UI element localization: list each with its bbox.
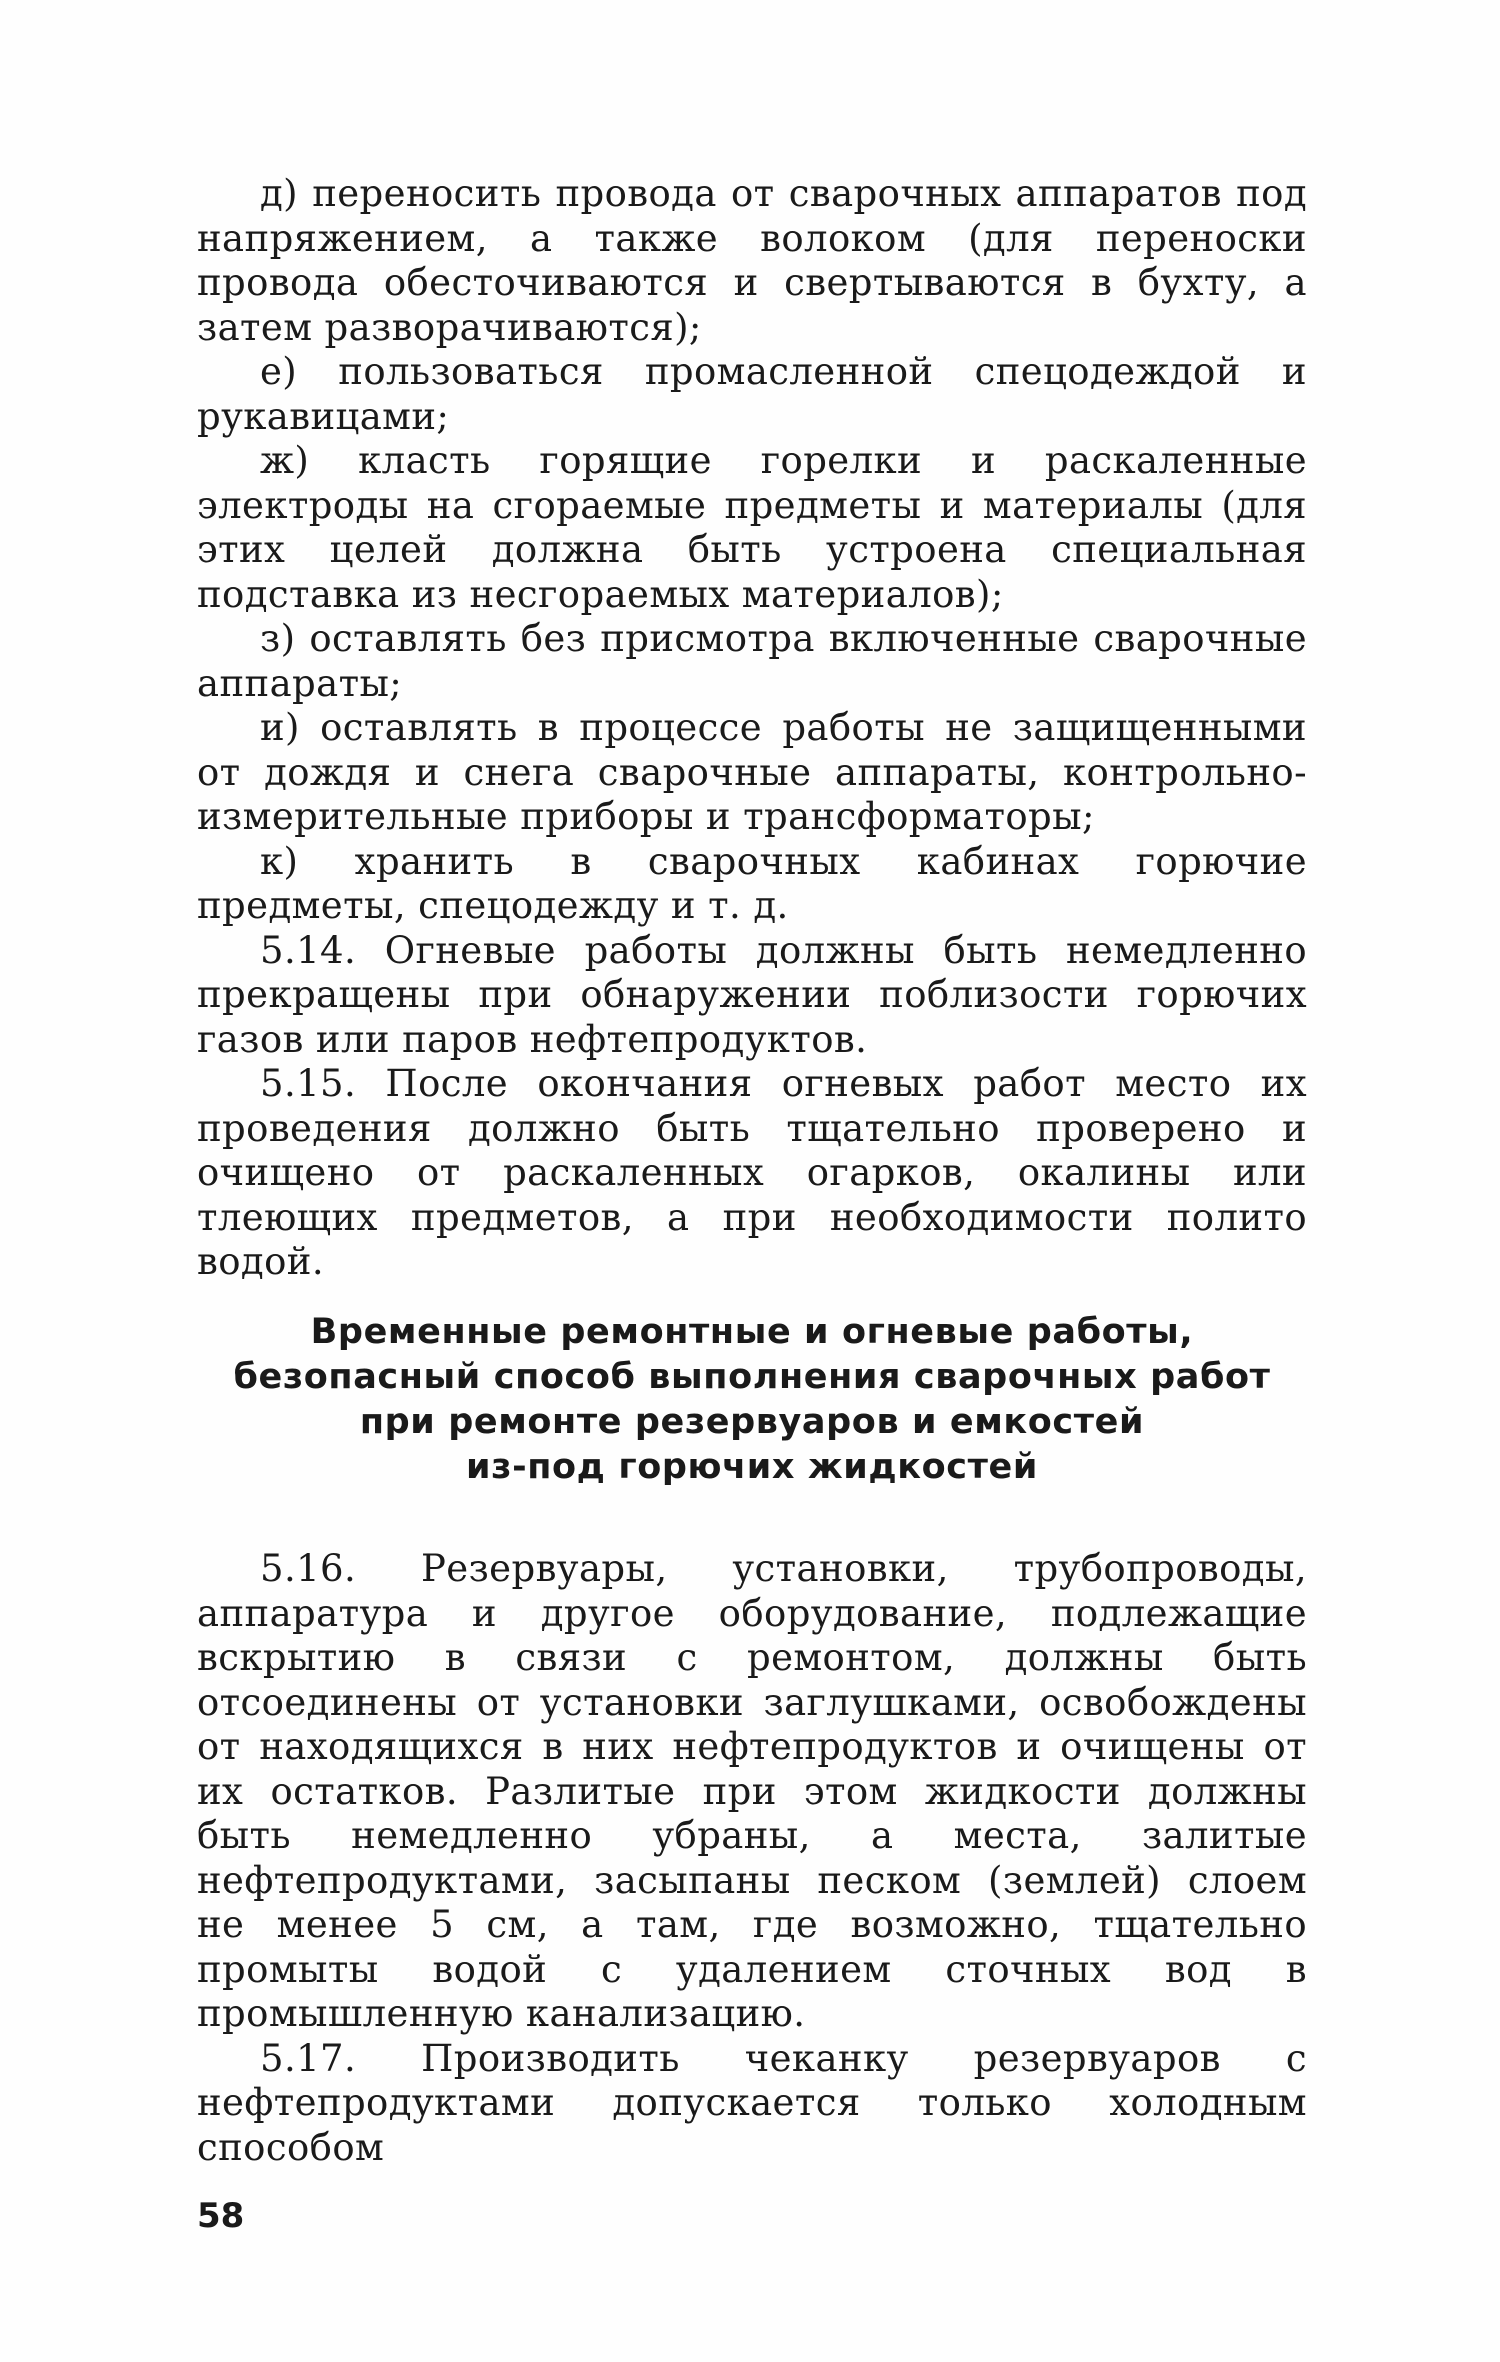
bottom-text-block xyxy=(197,1547,1307,2170)
paragraph-item-z: з) оставлять без присмотра включенные сварочные аппараты; xyxy=(197,617,1307,705)
page-number: 58 xyxy=(197,2196,245,2236)
paragraph-item-e: е) пользоваться промасленной спецодеждой и рукавицами; xyxy=(197,350,1307,438)
paragraph-5-16: 5.16. Резервуары, установки, трубопроводы, аппаратура и другое оборудование, подлежащие вскрытию в связи с ремонтом, должны быть отсоединены от установки заглушками, освобождены от находящихся в них нефтепродуктов и очищены от их остатков. Разлитые при этом жидкости должны быть немедленно убраны, а места, залитые нефтепродуктами, засыпаны песком (землей) слоем не менее 5 см, а там, где возможно, тщательно промыты водой с удалением сточных вод в промышленную канализацию. xyxy=(197,1547,1307,2035)
top-text-block xyxy=(197,172,1307,1285)
paragraph-item-d: д) переносить провода от сварочных аппаратов под напряжением, а также волоком (для переноски провода обесточиваются и свертываются в бухту, а затем разворачиваются); xyxy=(197,172,1307,349)
paragraph-5-17: 5.17. Производить чеканку резервуаров с нефтепродуктами допускается только холодным способом xyxy=(197,2036,1307,2169)
heading-line: Временные ремонтные и огневые работы, xyxy=(310,1312,1194,1352)
heading-line: из-под горючих жидкостей xyxy=(466,1447,1038,1487)
paragraph-item-i: и) оставлять в процессе работы не защищенными от дождя и снега сварочные аппараты, контрольно-измерительные приборы и трансформаторы; xyxy=(197,706,1307,838)
paragraph-item-zh: ж) класть горящие горелки и раскаленные электроды на сгораемые предметы и материалы (для этих целей должна быть устроена специальная подставка из несгораемых материалов); xyxy=(197,439,1307,616)
paragraph-5-14: 5.14. Огневые работы должны быть немедленно прекращены при обнаружении поблизости горючих газов или паров нефтепродуктов. xyxy=(197,928,1307,1061)
paragraph-item-k: к) хранить в сварочных кабинах горючие предметы, спецодежду и т. д. xyxy=(197,839,1307,927)
paragraph-5-15: 5.15. После окончания огневых работ место их проведения должно быть тщательно проверено и очищено от раскаленных огарков, окалины или тлеющих предметов, а при необходимости полито водой. xyxy=(197,1062,1307,1283)
heading-line: безопасный способ выполнения сварочных работ xyxy=(233,1357,1271,1397)
heading-line: при ремонте резервуаров и емкостей xyxy=(359,1402,1145,1442)
section-heading xyxy=(197,1310,1307,1490)
